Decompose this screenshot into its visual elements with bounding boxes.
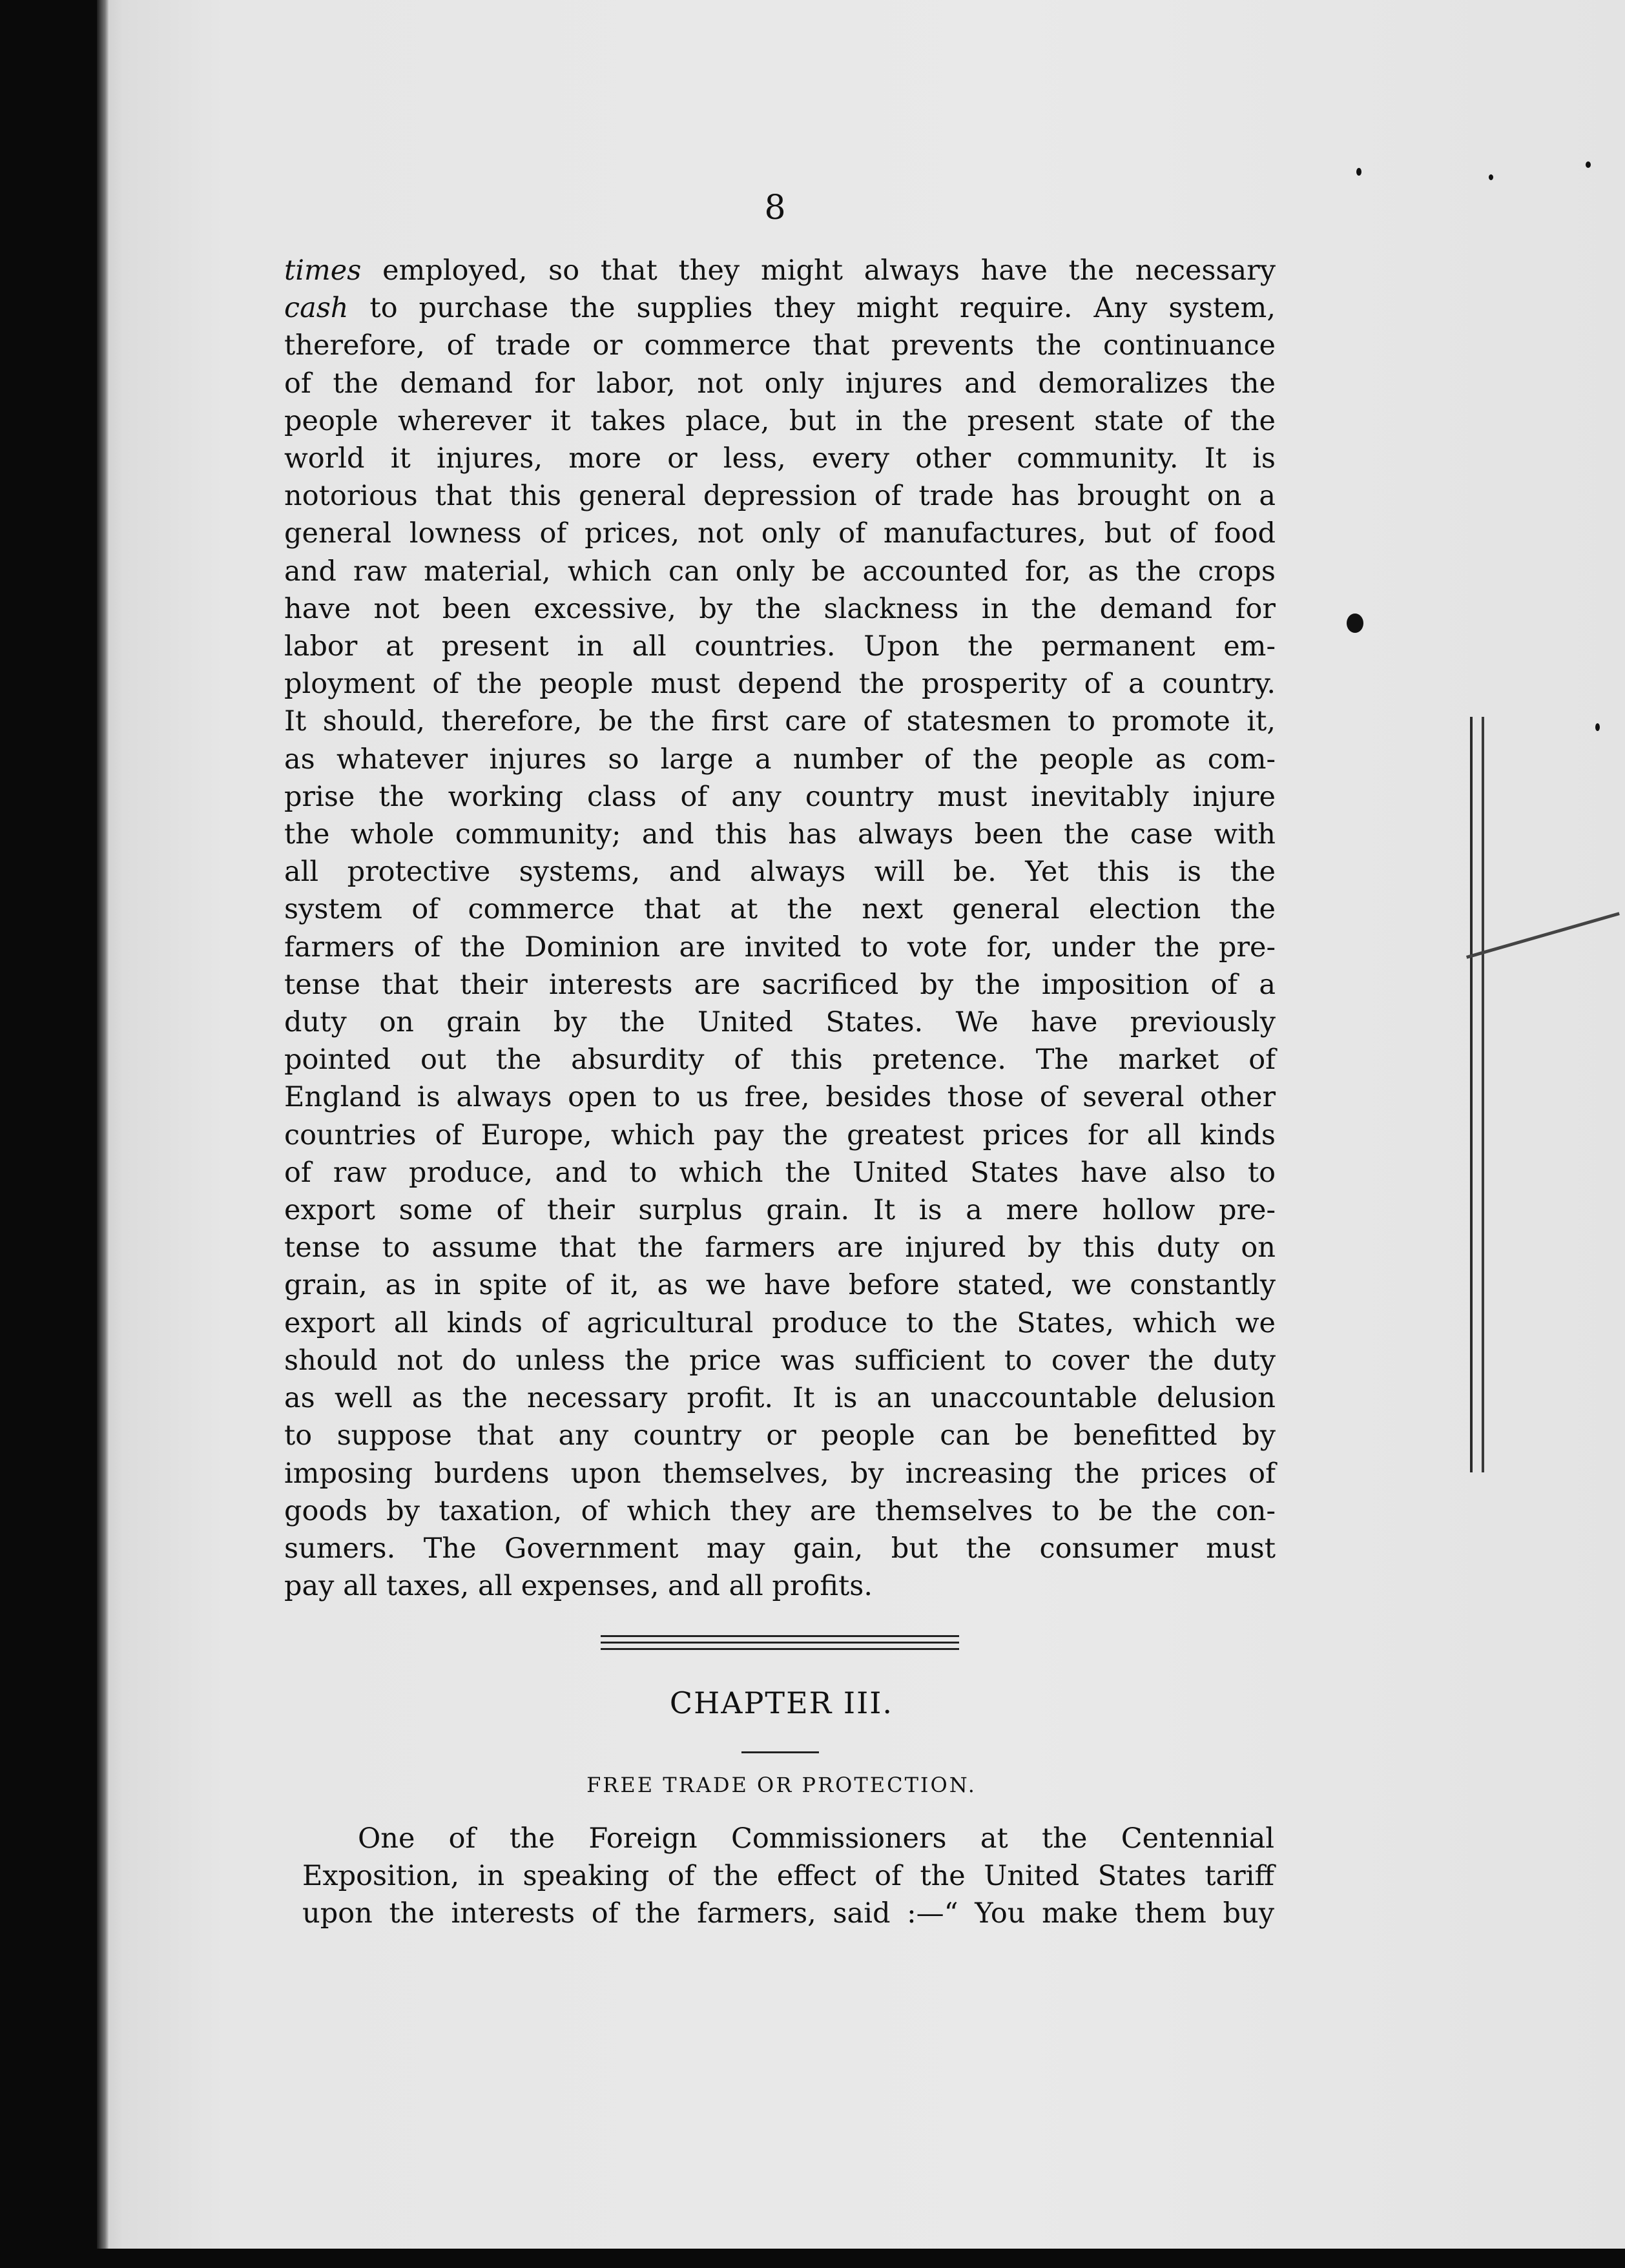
- text-line: farmers of the Dominion are invited to vote for, under the pre-: [284, 931, 1276, 964]
- text-line: duty on grain by the United States. We have previously: [284, 1006, 1276, 1039]
- text-line: system of commerce that at the next general election the: [284, 893, 1276, 926]
- text-line: of the demand for labor, not only injures and demoralizes the: [284, 367, 1276, 400]
- text-line: export some of their surplus grain. It is a mere hollow pre-: [284, 1194, 1276, 1227]
- chapter-title-rule: [741, 1751, 819, 1753]
- text-line: notorious that this general depression of trade has brought on a: [284, 480, 1276, 513]
- ink-speck: [1595, 723, 1600, 731]
- chapter-text: [302, 1820, 1274, 1933]
- text-line: prise the working class of any country must inevitably injure: [284, 780, 1276, 813]
- chapter-title: CHAPTER III.: [669, 1686, 894, 1720]
- text-line: imposing burdens upon themselves, by increasing the prices of: [284, 1457, 1276, 1490]
- italic-word: cash: [284, 292, 349, 325]
- text-line: cash to purchase the supplies they might require. Any system,: [284, 292, 1276, 325]
- body-text: [284, 252, 1276, 1605]
- text-line: tense to assume that the farmers are injured by this duty on: [284, 1232, 1276, 1264]
- text-line: world it injures, more or less, every other community. It is: [284, 442, 1276, 475]
- text-line: therefore, of trade or commerce that prevents the continuance: [284, 329, 1276, 362]
- ink-speck: [1489, 174, 1493, 180]
- italic-word: times: [284, 254, 362, 287]
- text-line: sumers. The Government may gain, but the consumer must: [284, 1532, 1276, 1565]
- divider-rule: [601, 1642, 959, 1644]
- text-line: general lowness of prices, not only of manufactures, but of food: [284, 517, 1276, 550]
- text-line: export all kinds of agricultural produce to the States, which we: [284, 1306, 1276, 1339]
- text-line: the whole community; and this has always been the case with: [284, 818, 1276, 851]
- text-line: Exposition, in speaking of the effect of the United States tariff: [302, 1860, 1274, 1893]
- divider-rule: [601, 1635, 959, 1637]
- ink-speck: [1347, 613, 1363, 633]
- text-line: to suppose that any country or people can be benefitted by: [284, 1419, 1276, 1452]
- text-line: as well as the necessary profit. It is an unaccountable delusion: [284, 1382, 1276, 1415]
- text-line: England is always open to us free, besides those of several other: [284, 1081, 1276, 1114]
- divider-rule: [601, 1648, 959, 1650]
- text-line: all protective systems, and always will be. Yet this is the: [284, 856, 1276, 889]
- text-line: upon the interests of the farmers, said :—“ You make them buy: [302, 1897, 1274, 1930]
- text-line: countries of Europe, which pay the greatest prices for all kinds: [284, 1119, 1276, 1151]
- text-line: as whatever injures so large a number of the people as com-: [284, 743, 1276, 776]
- text-line: One of the Foreign Commissioners at the Centennial: [358, 1822, 1274, 1855]
- text-line: of raw produce, and to which the United States have also to: [284, 1156, 1276, 1189]
- scan-border-left: [97, 0, 109, 2249]
- text-line: It should, therefore, be the first care of statesmen to promote it,: [284, 705, 1276, 738]
- text-line: times employed, so that they might always have the necessary: [284, 254, 1276, 287]
- chapter-subtitle: FREE TRADE OR PROTECTION.: [586, 1773, 977, 1797]
- text-line: ployment of the people must depend the prosperity of a country.: [284, 668, 1276, 701]
- ink-speck: [1586, 161, 1591, 168]
- text-line: grain, as in spite of it, as we have before stated, we constantly: [284, 1269, 1276, 1302]
- text-line: should not do unless the price was sufficient to cover the duty: [284, 1344, 1276, 1377]
- text-line: people wherever it takes place, but in the present state of the: [284, 404, 1276, 437]
- text-line: have not been excessive, by the slackness in the demand for: [284, 592, 1276, 625]
- binding-string: [1470, 717, 1484, 1472]
- text-line: and raw material, which can only be accounted for, as the crops: [284, 555, 1276, 588]
- text-line: tense that their interests are sacrificed by the imposition of a: [284, 968, 1276, 1001]
- ink-speck: [1356, 168, 1361, 176]
- text-line: labor at present in all countries. Upon the permanent em-: [284, 630, 1276, 663]
- text-line: pay all taxes, all expenses, and all profits.: [284, 1570, 873, 1603]
- page-number: 8: [764, 189, 786, 227]
- section-divider: [601, 1635, 959, 1655]
- text-line: goods by taxation, of which they are themselves to be the con-: [284, 1494, 1276, 1527]
- text-line: pointed out the absurdity of this pretence. The market of: [284, 1044, 1276, 1077]
